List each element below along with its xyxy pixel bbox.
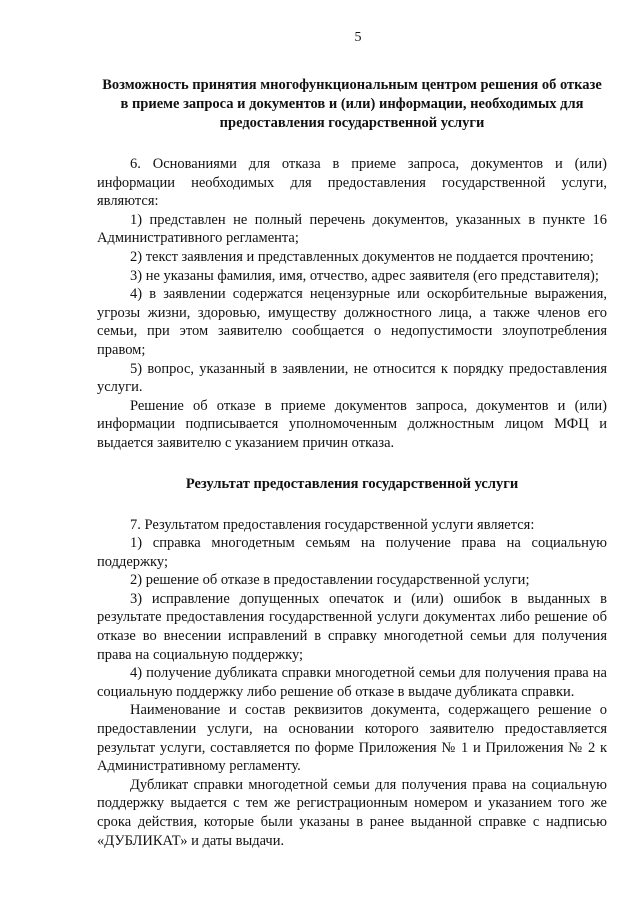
paragraph: 2) решение об отказе в предоставлении государственной услуги; <box>130 572 530 589</box>
page-number: 5 <box>354 30 362 45</box>
paragraph: 3) исправление допущенных опечаток и (или) ошибок в выданных в результате предоставления государственной услуги документах либо решение об отказе во внесении исправлений в справку многодетной семьи для получения права на социальную поддержку; <box>97 590 607 663</box>
section-refusal-grounds <box>97 76 607 453</box>
paragraph: 5) вопрос, указанный в заявлении, не относится к порядку предоставления услуги. <box>97 360 607 396</box>
paragraph: Дубликат справки многодетной семьи для получения права на социальную поддержку выдается с тем же регистрационным номером и указанием того же срока действия, которые были указаны в ранее выданной справке с надписью «ДУБЛИКАТ» и даты выдачи. <box>97 776 607 849</box>
paragraph: 1) справка многодетным семьям на получение права на социальную поддержку; <box>97 535 607 570</box>
paragraph: Наименование и состав реквизитов документа, содержащего решение о предоставлении услуги, на основании которого заявителю предоставляется результат услуги, составляется по форме Приложения № 1 и Приложения № 2 к Административному регламенту. <box>97 702 607 775</box>
section-heading-result: Результат предоставления государственной услуги <box>185 475 519 492</box>
paragraph: Решение об отказе в приеме документов запроса, документов и (или) информации подписывается уполномоченным должностным лицом МФЦ и выдается заявителю с указанием причин отказа. <box>97 397 607 451</box>
document-page <box>97 30 607 850</box>
paragraph: 1) представлен не полный перечень документов, указанных в пункте 16 Административного регламента; <box>97 211 607 247</box>
paragraph: 4) в заявлении содержатся нецензурные или оскорбительные выражения, угрозы жизни, здоровью, имуществу должностного лица, а также членов его семьи, при этом заявителю сообщается о недопустимости злоупотребления правом; <box>97 286 607 358</box>
paragraph: 2) текст заявления и представленных документов не поддается прочтению; <box>130 248 594 265</box>
paragraph: 4) получение дубликата справки многодетной семьи для получения права на социальную поддержку либо решение об отказе в выдаче дубликата справки. <box>97 665 607 700</box>
section-heading-refusal: Возможность принятия многофункциональным центром решения об отказе в приеме запроса и документов и (или) информации, необходимых для предоставления государственной услуги <box>102 77 602 131</box>
paragraph: 7. Результатом предоставления государственной услуги является: <box>130 516 535 533</box>
paragraph: 3) не указаны фамилия, имя, отчество, адрес заявителя (его представителя); <box>130 267 599 284</box>
paragraph: 6. Основаниями для отказа в приеме запроса, документов и (или) информации необходимых для предоставления государственной услуги, являются: <box>97 156 607 210</box>
section-service-result <box>97 475 607 851</box>
